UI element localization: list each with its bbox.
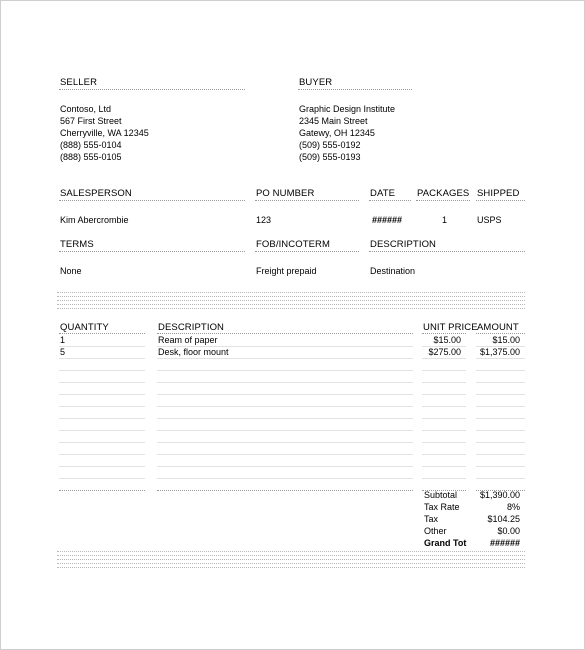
row-divider: [59, 394, 145, 395]
item-quantity: 5: [60, 347, 66, 357]
quantity-header: QUANTITY: [60, 322, 109, 333]
packages-value: 1: [442, 215, 448, 225]
buyer-line: 2345 Main Street: [299, 116, 368, 126]
row-divider: [422, 370, 466, 371]
seller-line: 567 First Street: [60, 116, 122, 126]
item-quantity: 1: [60, 335, 66, 345]
row-divider: [476, 430, 525, 431]
row-divider: [422, 394, 466, 395]
row-divider: [59, 466, 145, 467]
item-description-underline: [157, 333, 413, 334]
terms-value: None: [60, 266, 82, 276]
salesperson-value: Kim Abercrombie: [60, 215, 129, 225]
row-divider: [157, 430, 413, 431]
row-divider: [476, 466, 525, 467]
terms-header: TERMS: [60, 239, 94, 250]
row-divider: [422, 478, 466, 479]
row-divider: [59, 454, 145, 455]
row-divider: [59, 430, 145, 431]
po-number-value: 123: [256, 215, 272, 225]
row-divider: [476, 382, 525, 383]
buyer-header-underline: [298, 89, 412, 90]
tax-rate-value: 8%: [506, 502, 520, 512]
seller-line: Cherryville, WA 12345: [60, 128, 149, 138]
row-divider: [476, 418, 525, 419]
date-value: ######: [372, 215, 403, 225]
date-header: DATE: [370, 188, 396, 199]
row-divider: [422, 358, 466, 359]
row-divider: [59, 358, 145, 359]
row-divider: [157, 490, 413, 491]
tax-rate-label: Tax Rate: [424, 502, 460, 512]
packages-underline: [416, 200, 470, 201]
row-divider: [476, 358, 525, 359]
item-unit-price: $15.00: [433, 335, 461, 345]
item-description: Ream of paper: [158, 335, 218, 345]
other-value: $0.00: [497, 526, 520, 536]
row-divider: [476, 442, 525, 443]
quantity-underline: [59, 333, 145, 334]
shipped-header: SHIPPED: [477, 188, 520, 199]
description-header: DESCRIPTION: [370, 239, 437, 250]
footer-separator-block: [57, 551, 525, 571]
row-divider: [59, 442, 145, 443]
buyer-line: (509) 555-0192: [299, 140, 361, 150]
row-divider: [157, 454, 413, 455]
tax-value: $104.25: [487, 514, 520, 524]
separator-block: [57, 292, 525, 312]
row-divider: [476, 478, 525, 479]
row-divider: [157, 478, 413, 479]
row-divider: [422, 454, 466, 455]
row-divider: [157, 394, 413, 395]
row-divider: [476, 370, 525, 371]
grand-total-label: Grand Tot: [424, 538, 467, 548]
description-value: Destination: [370, 266, 416, 276]
row-divider: [422, 346, 466, 347]
row-divider: [59, 370, 145, 371]
terms-underline: [59, 251, 245, 252]
amount-header: AMOUNT: [477, 322, 519, 333]
row-divider: [157, 346, 413, 347]
subtotal-label: Subtotal: [424, 490, 458, 500]
packages-header: PACKAGES: [417, 188, 470, 199]
buyer-line: Gatewy, OH 12345: [299, 128, 375, 138]
row-divider: [157, 382, 413, 383]
date-underline: [369, 200, 411, 201]
po-number-underline: [255, 200, 359, 201]
amount-underline: [476, 333, 525, 334]
item-amount: $1,375.00: [479, 347, 520, 357]
fob-value: Freight prepaid: [256, 266, 317, 276]
salesperson-underline: [59, 200, 245, 201]
shipped-underline: [476, 200, 525, 201]
fob-header: FOB/INCOTERM: [256, 239, 331, 250]
row-divider: [157, 418, 413, 419]
row-divider: [476, 346, 525, 347]
item-unit-price: $275.00: [428, 347, 461, 357]
row-divider: [59, 478, 145, 479]
po-number-header: PO NUMBER: [256, 188, 315, 199]
row-divider: [476, 394, 525, 395]
row-divider: [59, 490, 145, 491]
row-divider: [59, 418, 145, 419]
seller-header: SELLER: [60, 77, 98, 88]
row-divider: [476, 406, 525, 407]
seller-line: (888) 555-0104: [60, 140, 122, 150]
row-divider: [422, 430, 466, 431]
row-divider: [157, 370, 413, 371]
item-description-header: DESCRIPTION: [158, 322, 225, 333]
salesperson-header: SALESPERSON: [60, 188, 132, 199]
seller-line: (888) 555-0105: [60, 152, 122, 162]
row-divider: [59, 406, 145, 407]
seller-header-underline: [59, 89, 245, 90]
description-underline: [369, 251, 525, 252]
buyer-line: Graphic Design Institute: [299, 104, 396, 114]
row-divider: [422, 466, 466, 467]
row-divider: [157, 442, 413, 443]
seller-line: Contoso, Ltd: [60, 104, 112, 114]
buyer-header: BUYER: [299, 77, 333, 88]
shipped-value: USPS: [477, 215, 502, 225]
row-divider: [422, 442, 466, 443]
unit-price-underline: [422, 333, 466, 334]
subtotal-value: $1,390.00: [479, 490, 520, 500]
row-divider: [476, 454, 525, 455]
tax-label: Tax: [424, 514, 439, 524]
buyer-line: (509) 555-0193: [299, 152, 361, 162]
row-divider: [422, 382, 466, 383]
row-divider: [157, 358, 413, 359]
grand-total-value: ######: [489, 538, 520, 548]
row-divider: [422, 406, 466, 407]
unit-price-header: UNIT PRICE: [423, 322, 478, 333]
row-divider: [422, 418, 466, 419]
row-divider: [59, 346, 145, 347]
row-divider: [157, 406, 413, 407]
item-description: Desk, floor mount: [158, 347, 229, 357]
item-amount: $15.00: [492, 335, 520, 345]
other-label: Other: [424, 526, 447, 536]
row-divider: [59, 382, 145, 383]
row-divider: [157, 466, 413, 467]
fob-underline: [255, 251, 359, 252]
